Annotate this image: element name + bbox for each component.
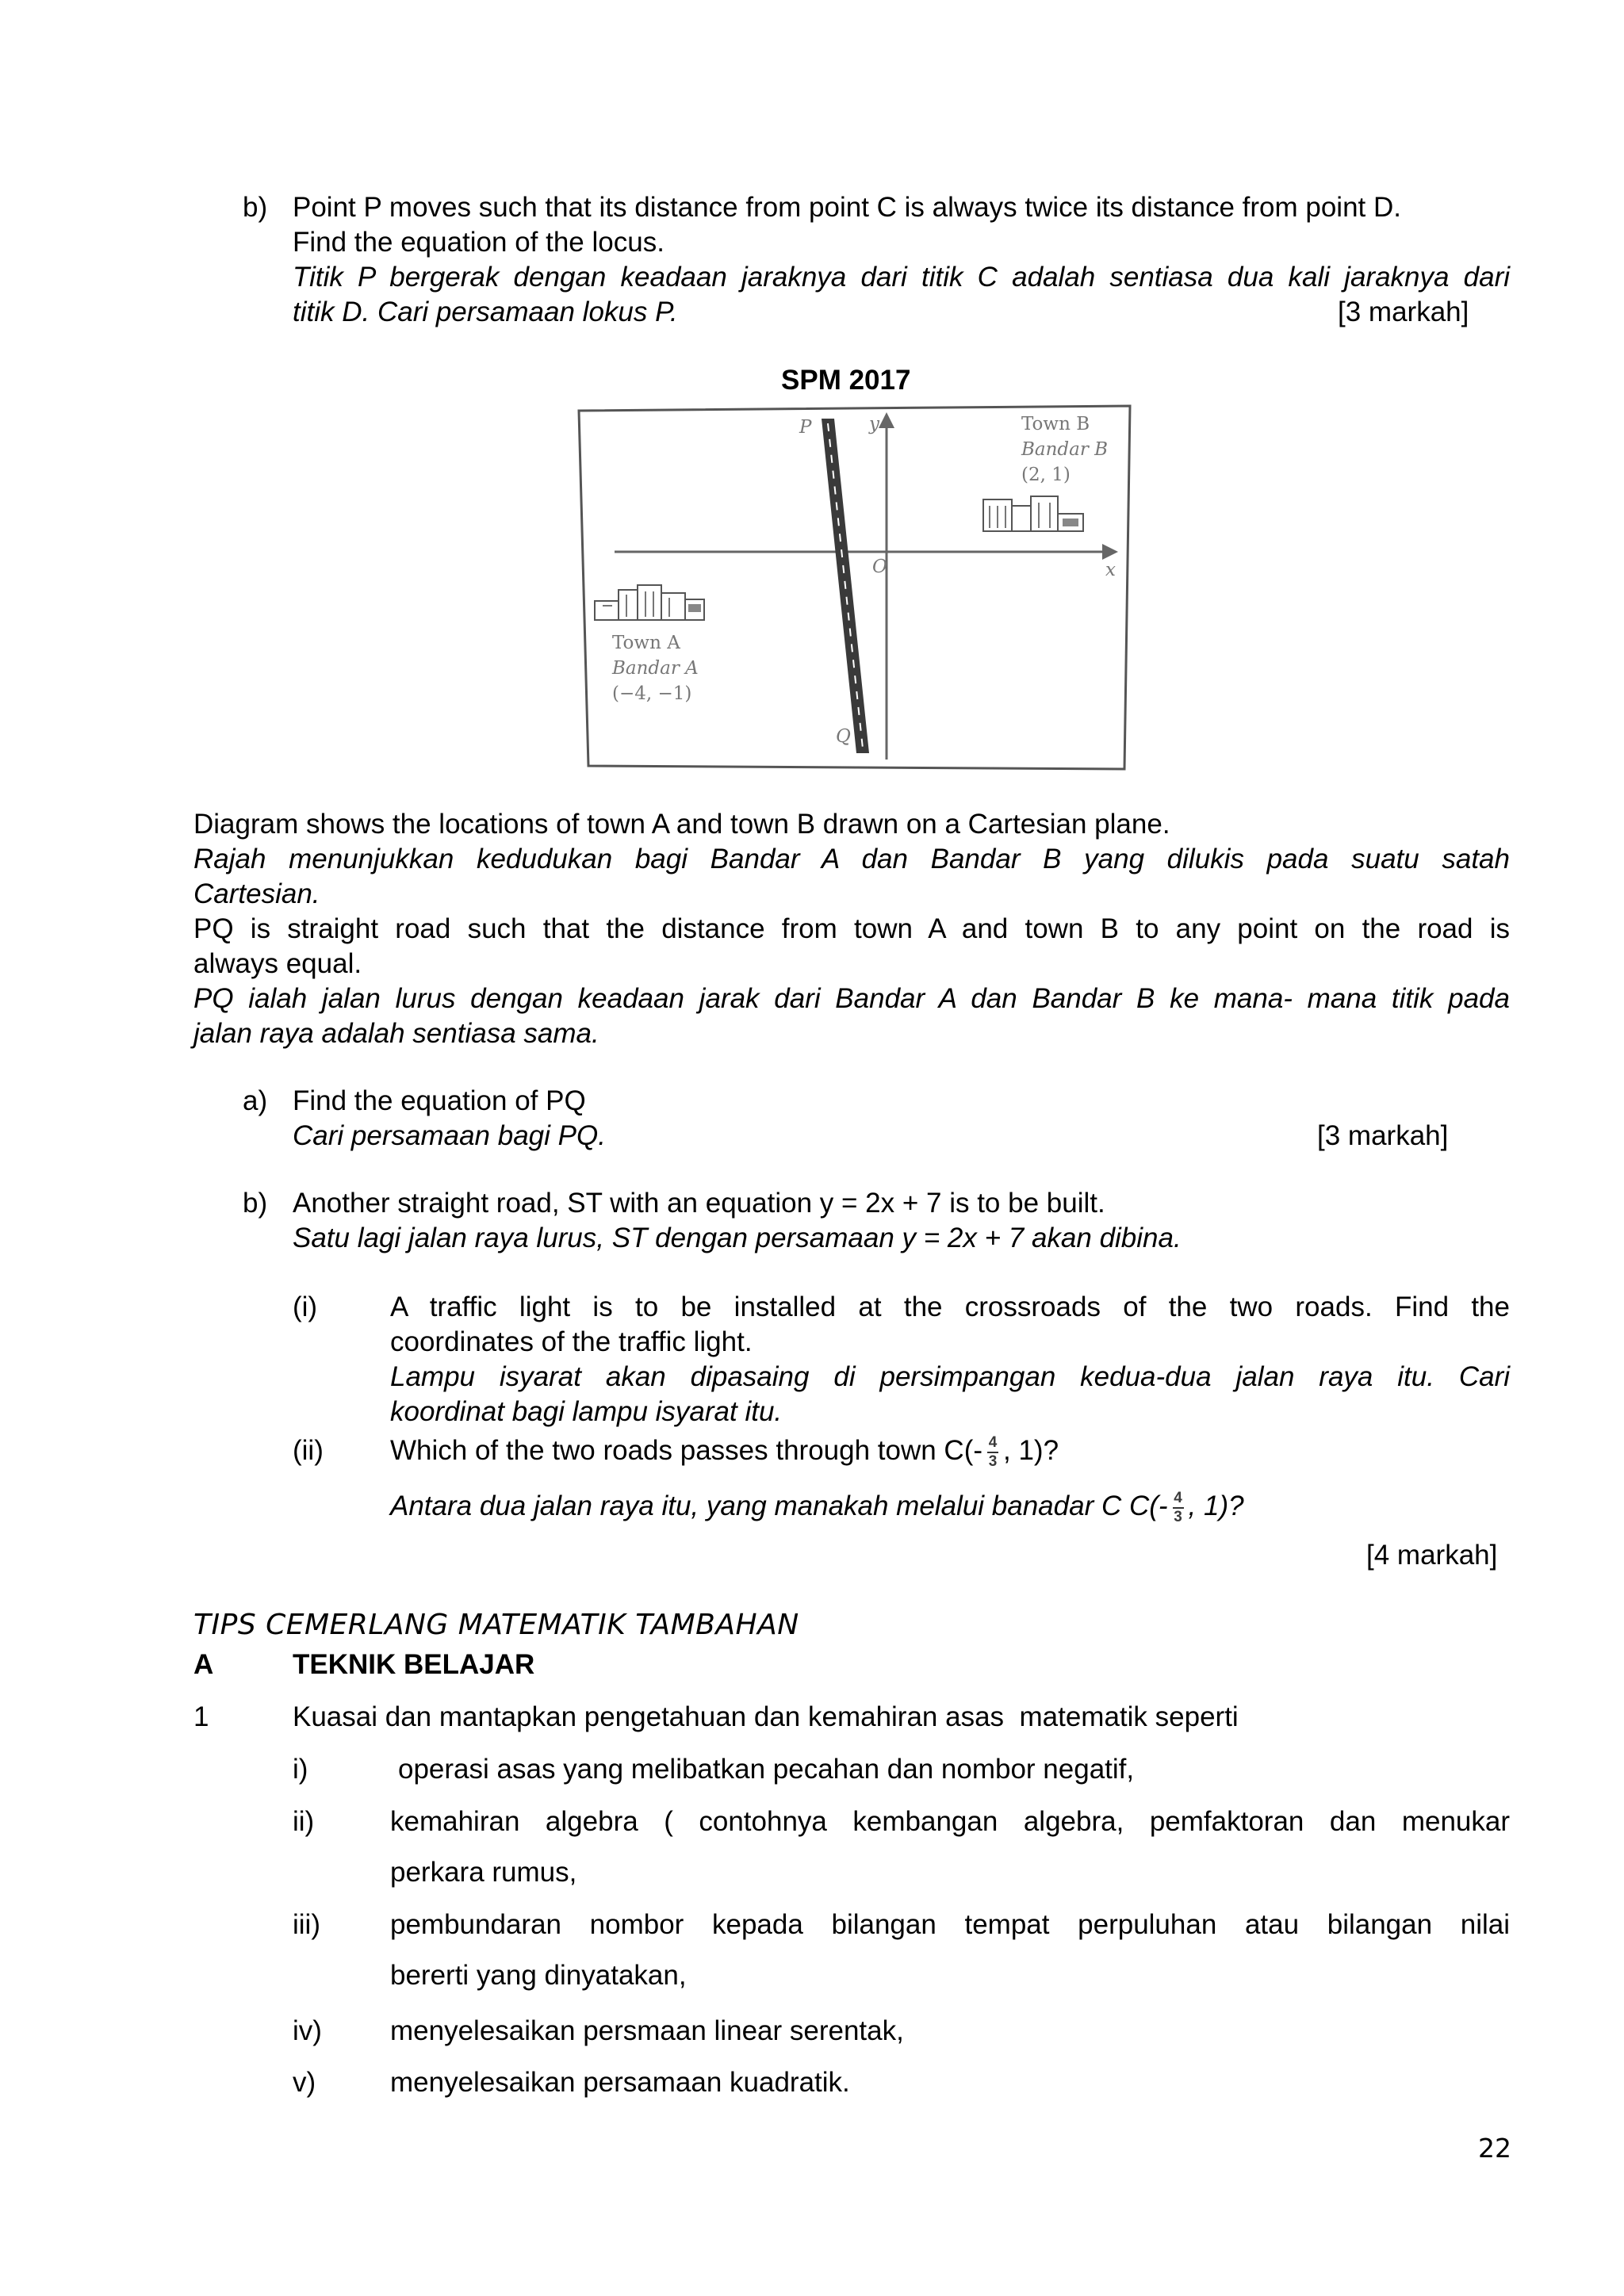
item-number: 1 (193, 1701, 209, 1732)
intro-ms-1b: Cartesian. (193, 878, 320, 909)
intro-en-2a: PQ is straight road such that the distance from town A and town B to any point on the road is (193, 913, 1510, 944)
town-a-en: Town A (612, 633, 680, 653)
qb-ii-en-pre: Which of the two roads passes through town C(- (390, 1435, 983, 1466)
sub-text-ii-b: perkara rumus, (390, 1857, 577, 1888)
town-b-ms: Bandar B (1021, 439, 1109, 460)
sub-text-v: menyelesaikan persamaan kuadratik. (390, 2067, 850, 2098)
intro-en-1: Diagram shows the locations of town A and town B drawn on a Cartesian plane. (193, 809, 1170, 840)
label-p: P (799, 417, 812, 438)
item-text: Kuasai dan mantapkan pengetahuan dan kemahiran asas matematik seperti (293, 1701, 1239, 1732)
label-origin: O (872, 557, 887, 577)
town-b-en: Town B (1021, 414, 1090, 434)
section-title: TEKNIK BELAJAR (293, 1649, 535, 1680)
qb-ii-ms-post: , 1)? (1188, 1490, 1244, 1521)
label-y: y (869, 414, 879, 434)
intro-ms-1a: Rajah menunjukkan kedudukan bagi Bandar A dan Bandar B yang dilukis pada suatu satah (193, 844, 1510, 874)
sub-text-iii-a: pembundaran nombor kepada bilangan tempat perpuluhan atau bilangan nilai (390, 1909, 1510, 1940)
question-b-label: b) (243, 192, 268, 223)
fraction-denominator: 3 (1174, 1508, 1182, 1525)
intro-en-2b: always equal. (193, 948, 362, 979)
qb-i-en-b: coordinates of the traffic light. (390, 1326, 753, 1357)
qb-i-ms-b: koordinat bagi lampu isyarat itu. (390, 1396, 783, 1427)
sub-label-ii: ii) (293, 1806, 315, 1837)
qb-ii-ms-pre: Antara dua jalan raya itu, yang manakah melalui banadar C C(- (390, 1490, 1168, 1521)
tips-title: TIPS CEMERLANG MATEMATIK TAMBAHAN (193, 1609, 799, 1641)
intro-ms-2b: jalan raya adalah sentiasa sama. (193, 1018, 599, 1049)
cartesian-diagram (571, 403, 1142, 775)
section-letter: A (193, 1649, 214, 1680)
spm-heading: SPM 2017 (781, 365, 911, 396)
question-b-en-line2: Find the equation of the locus. (293, 227, 665, 258)
qa-ms: Cari persamaan bagi PQ. (293, 1120, 606, 1151)
label-x: x (1105, 560, 1116, 580)
sub-label-iii: iii) (293, 1909, 320, 1940)
sub-label-iv: iv) (293, 2015, 322, 2046)
page-number: 22 (1478, 2133, 1511, 2164)
fraction-four-thirds (987, 1435, 998, 1470)
qa-marks: [3 markah] (1317, 1120, 1449, 1151)
question-b-en-line1: Point P moves such that its distance from point C is always twice its distance from point D. (293, 192, 1401, 223)
qb-i-ms-a: Lampu isyarat akan dipasaing di persimpangan kedua-dua jalan raya itu. Cari (390, 1361, 1510, 1392)
qb-ii-en (390, 1433, 1059, 1470)
question-b-ms-line1: Titik P bergerak dengan keadaan jaraknya dari titik C adalah sentiasa dua kali jaraknya dari (293, 262, 1510, 293)
question-b-ms-line2: titik D. Cari persamaan lokus P. (293, 297, 678, 327)
intro-ms-2a: PQ ialah jalan lurus dengan keadaan jarak dari Bandar A dan Bandar B ke mana- mana titik pada (193, 983, 1510, 1014)
qa-label: a) (243, 1085, 268, 1116)
fraction-four-thirds-ms (1173, 1490, 1184, 1525)
qb-ii-label: (ii) (293, 1435, 324, 1466)
qb-en: Another straight road, ST with an equation y = 2x + 7 is to be built. (293, 1188, 1105, 1219)
question-b-marks: [3 markah] (1338, 297, 1469, 327)
sub-label-v: v) (293, 2067, 316, 2098)
qb-ms: Satu lagi jalan raya lurus, ST dengan persamaan y = 2x + 7 akan dibina. (293, 1223, 1182, 1253)
qb-label: b) (243, 1188, 268, 1219)
sub-label-i: i) (293, 1754, 308, 1785)
sub-text-i: operasi asas yang melibatkan pecahan dan nombor negatif, (398, 1754, 1135, 1785)
town-b-coord: (2, 1) (1021, 465, 1071, 485)
qb-i-label: (i) (293, 1292, 318, 1322)
label-q: Q (836, 726, 851, 747)
qb-ii-ms (390, 1489, 1244, 1525)
town-a-coord: (−4, −1) (612, 683, 692, 704)
fraction-numerator: 4 (1174, 1489, 1182, 1506)
sub-text-iv: menyelesaikan persmaan linear serentak, (390, 2015, 904, 2046)
sub-text-iii-b: bererti yang dinyatakan, (390, 1960, 687, 1991)
fraction-denominator: 3 (988, 1452, 998, 1470)
qb-ii-marks: [4 markah] (1366, 1540, 1498, 1571)
qb-i-en-a: A traffic light is to be installed at the crossroads of the two roads. Find the (390, 1292, 1510, 1322)
qb-ii-en-post: , 1)? (1003, 1435, 1059, 1466)
qa-en: Find the equation of PQ (293, 1085, 586, 1116)
town-a-ms: Bandar A (612, 658, 699, 679)
sub-text-ii-a: kemahiran algebra ( contohnya kembangan algebra, pemfaktoran dan menukar (390, 1806, 1510, 1837)
fraction-numerator: 4 (988, 1433, 998, 1451)
